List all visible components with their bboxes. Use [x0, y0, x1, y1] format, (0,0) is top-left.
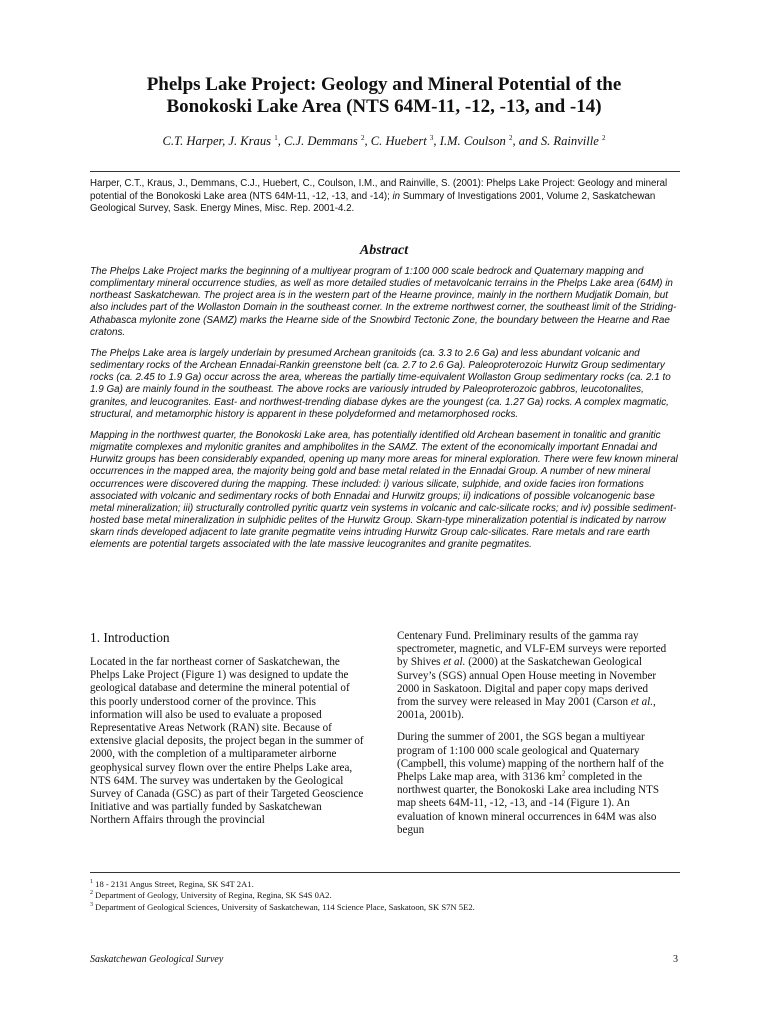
abstract-body: [90, 266, 680, 560]
body-paragraph: Centenary Fund. Preliminary results of the gamma ray spectrometer, magnetic, and VLF-EM surveys were reported by Shives et al. (2000) at the Saskatchewan Geological Survey’s (SGS) annual Open House meeting in November 2000 in Saskatoon. Digital and paper copy maps derived from the survey were released in May 2001 (Carson et al., 2001a, 2001b).: [397, 630, 667, 722]
author-name: C. Huebert: [370, 134, 427, 149]
running-footer: Saskatchewan Geological Survey: [90, 954, 224, 965]
footnote: $^3$ Department of Geological Sciences, University of Saskatchewan, 114 Science Place, Saskatoon, SK S7N 5E2.: [90, 901, 475, 912]
author-name: J. Kraus: [228, 134, 272, 149]
author-affiliation-mark: 2: [602, 134, 606, 142]
page-number: 3: [673, 954, 678, 965]
body-paragraph: During the summer of 2001, the SGS began a multiyear program of 1:100 000 scale geological and Quaternary (Campbell, this volume) mapping of the northern half of the Phelps Lake map area, with 3136 $km^2$ completed in the northwest quarter, the Bonokoski Lake area including NTS map sheets 64M-11, -12, -13, and -14 (Figure 1). An evaluation of known mineral occurrences in 64M was also begun: [397, 731, 664, 836]
author-name: I.M. Coulson: [439, 134, 506, 149]
abstract-paragraph: The Phelps Lake Project marks the beginning of a multiyear program of 1:100 000 scale bedrock and Quaternary mapping and complimentary mineral occurrence studies, as well as more detailed studies of metavolcanic terrains in the Phelps Lake area (64M) in northeast Saskatchewan. The project area is in the western part of the Hearne province, mainly in the northern Mudjatik Domain, but also includes part of the Wollaston Domain in the southeast corner. In the extreme northwest corner, the southeast limit of the Striding-Athabasca mylonite zone (SAMZ) marks the Hearne side of the Snowbird Tectonic Zone, the boundary between the Hearne and Rae cratons.: [90, 266, 677, 338]
title-line-1: Phelps Lake Project: Geology and Mineral Potential of the: [146, 74, 622, 95]
author-affiliation-mark: 2: [508, 134, 513, 142]
paper-title: [60, 74, 708, 118]
footnote: $^1$ 18 - 2131 Angus Street, Regina, SK S4T 2A1.: [90, 878, 254, 889]
title-line-2: Bonokoski Lake Area (NTS 64M-11, -12, -13, and -14): [166, 96, 602, 117]
citation-top-rule: [90, 171, 680, 172]
left-column: [90, 630, 364, 837]
abstract-paragraph: Mapping in the northwest quarter, the Bonokoski Lake area, has potentially identified old Archean basement in tonalitic and granitic migmatite complexes and mylonitic granites and amphibolites in the SAMZ. The extent of the economically important Ennadai and Hurwitz groups has been considerably expanded, opening up many more areas for mineral exploration. There were few known mineral occurrences in the mapped area, the majority being gold and base metal related in the Ennadai Group. A number of new mineral occurrences were discovered during the mapping. These included: i) various silicate, sulphide, and oxide facies iron formations associated with volcanic and sedimentary rocks of both Ennadai and Hurwitz groups; ii) indications of possible volcanogenic base metal mineralization; iii) structurally controlled pyritic quartz vein systems in volcanic and calc-silicate rocks; and iv) possible sediment-hosted base metal mineralization in sulphidic pelites of the Hurwitz Group. Skarn-type mineralization potential is indicated by narrow skarn rinds developed adjacent to late granite pegmatite veins intruding Hurwitz Group calc-silicates. Rare metals and rare earth elements are potential targets associated with the late massive leucogranites and granite pegmatites.: [90, 429, 678, 551]
author-name: C.T. Harper: [162, 134, 223, 149]
author-list: C.T. Harper, J. Kraus $^1$, C.J. Demmans $^2$, C. Huebert $^3$, I.M. Coulson $^2$, and S. Rainville $^2$: [162, 134, 606, 149]
author-name: C.J. Demmans: [284, 134, 358, 149]
section-heading: 1. Introduction: [90, 630, 170, 645]
right-column: [397, 630, 671, 846]
footnote-rule: [90, 872, 680, 873]
body-paragraph: Located in the far northeast corner of Saskatchewan, the Phelps Lake Project (Figure 1) was designed to update the geological database and determine the mineral potential of this poorly understood corner of the province. This information will also be used to evaluate a proposed Representative Areas Network (RAN) site. Because of extensive glacial deposits, the project began in the summer of 2000, with the completion of a multiparameter airborne geophysical survey flown over the entire Phelps Lake area, NTS 64M. The survey was undertaken by the Geological Survey of Canada (GSC) as part of their Targeted Geoscience Initiative and was partially funded by Saskatchewan Northern Affairs through the provincial: [90, 656, 364, 827]
author-affiliation-mark: 2: [360, 134, 365, 142]
abstract-heading: Abstract: [359, 243, 409, 258]
author-affiliation-mark: 3: [429, 134, 434, 142]
abstract-paragraph: The Phelps Lake area is largely underlain by presumed Archean granitoids (ca. 3.3 to 2.6 Ga) and less abundant volcanic and sedimentary rocks of the Archean Ennadai-Rankin greenstone belt (ca. 2.7 to 2.6 Ga). Paleoproterozoic Hurwitz Group sedimentary rocks (ca. 2.45 to 1.9 Ga) occur across the area, whereas the partially time-equivalent Wollaston Group sedimentary rocks (ca. 2.1 to 1.9 Ga) are mainly found in the southeast. The above rocks are variously intruded by Paleoproterozoic gabbros, leucotonalites, granites, and leucogranites. East- and northwest-trending diabase dykes are the youngest (ca. 1.27 Ga) rocks. A complex magmatic, structural, and metamorphic history is apparent in these polydeformed and metamorphosed rocks.: [90, 347, 671, 420]
citation-block: Harper, C.T., Kraus, J., Demmans, C.J., Huebert, C., Coulson, I.M., and Rainville, S. (2001): Phelps Lake Project: Geology and mineral potential of the Bonokoski Lake area (NTS 64M-11, -12, -13, and -14); in Summary of Investigations 2001, Volume 2, Saskatchewan Geological Survey, Sask. Energy Mines, Misc. Rep. 2001-4.2.: [90, 178, 668, 214]
footnotes: [90, 878, 680, 912]
footnote: $^2$ Department of Geology, University of Regina, Regina, SK S4S 0A2.: [90, 890, 332, 901]
author-name: S. Rainville: [540, 134, 599, 149]
author-affiliation-mark: 1: [274, 134, 278, 142]
